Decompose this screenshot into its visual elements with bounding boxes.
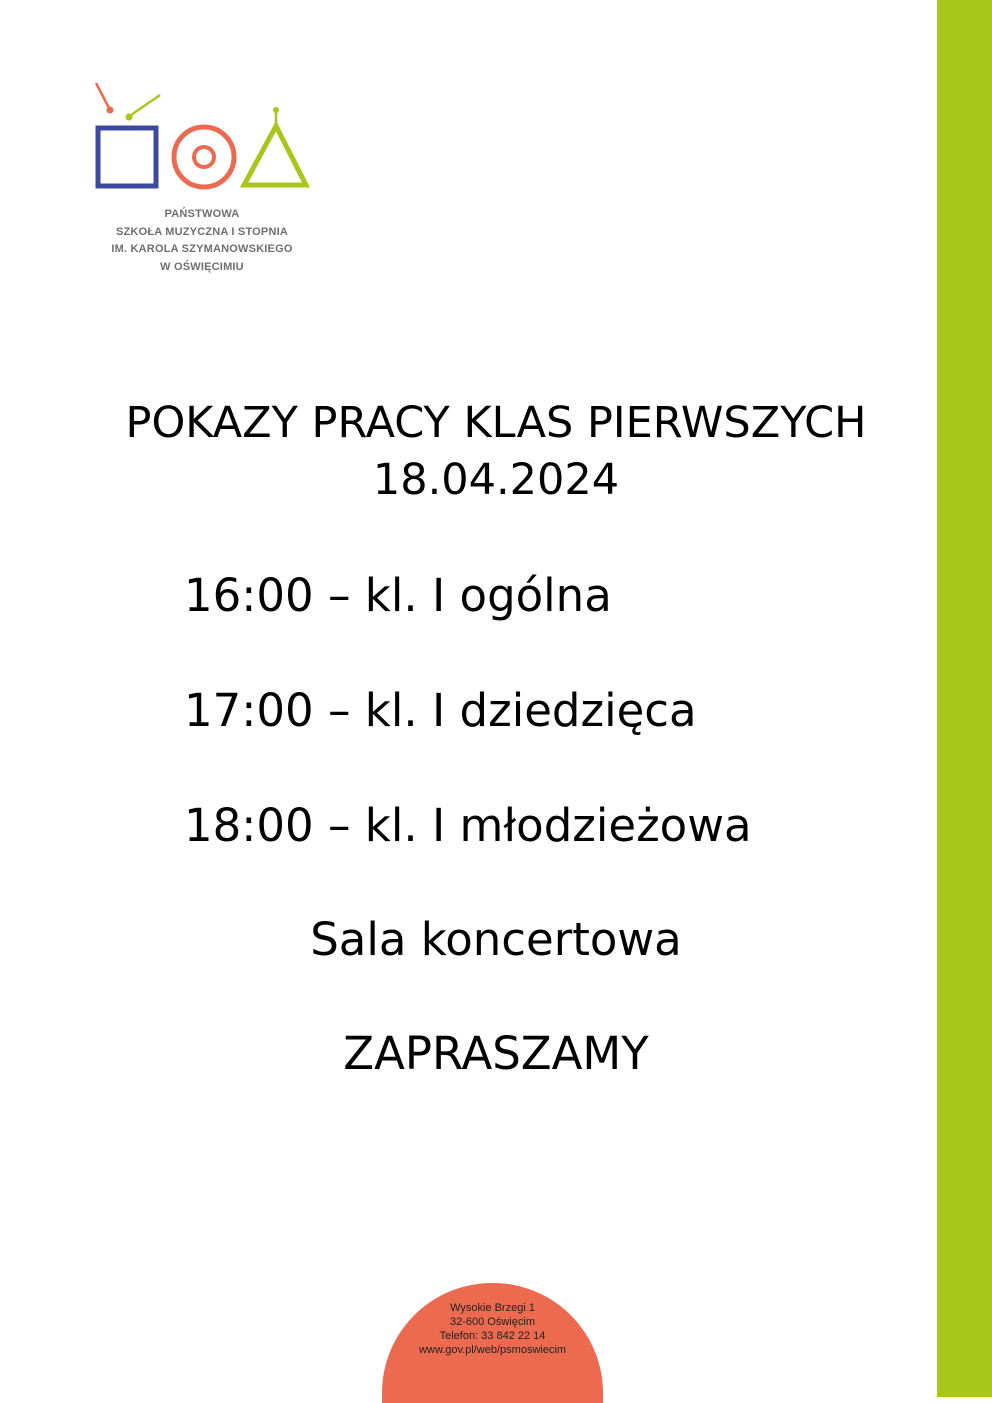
schedule-item-2: 17:00 – kl. I dziedzięca: [184, 684, 697, 737]
address-block: [382, 1301, 603, 1357]
logo-line-1: PAŃSTWOWA: [164, 208, 240, 220]
school-logo: [90, 80, 320, 280]
venue: Sala koncertowa: [310, 913, 682, 966]
address-phone: Telefon: 33 842 22 14: [439, 1330, 546, 1342]
invitation: ZAPRASZAMY: [343, 1027, 649, 1080]
antenna-right-icon: [131, 95, 160, 115]
logo-line-4: W OŚWIĘCIMIU: [160, 260, 244, 273]
green-side-bar: [937, 0, 992, 1397]
logo-shapes: [90, 80, 320, 200]
square-tv-icon: [98, 128, 156, 186]
antenna-left-icon: [96, 83, 109, 108]
logo-line-2: SZKOŁA MUZYCZNA I STOPNIA: [115, 225, 289, 238]
address-street: Wysokie Brzegi 1: [450, 1302, 535, 1314]
address-semicircle: [382, 1283, 603, 1403]
logo-line-3: IM. KAROLA SZYMANOWSKIEGO: [111, 243, 293, 255]
triangle-top-tip-icon: [273, 107, 279, 113]
antenna-right-tip-icon: [126, 114, 133, 121]
event-title: POKAZY PRACY KLAS PIERWSZYCH: [125, 398, 867, 448]
event-date: 18.04.2024: [372, 455, 620, 505]
circle-target-inner-icon: [194, 147, 214, 167]
schedule-item-3: 18:00 – kl. I młodzieżowa: [184, 799, 752, 852]
logo-school-name: [90, 206, 314, 276]
antenna-left-tip-icon: [107, 107, 114, 114]
address-city: 32-600 Oświęcim: [450, 1316, 535, 1328]
circle-target-icon: [174, 127, 234, 187]
schedule-item-1: 16:00 – kl. I ogólna: [184, 569, 612, 622]
triangle-icon: [244, 126, 306, 185]
address-website: www.gov.pl/web/psmoswiecim: [418, 1344, 567, 1356]
